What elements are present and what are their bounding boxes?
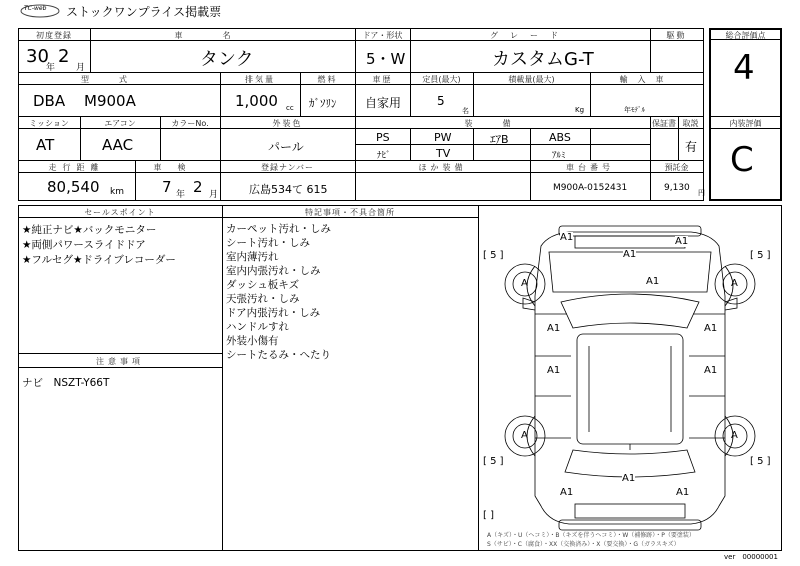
defect-item: カーペット汚れ・しみ — [226, 223, 331, 235]
load-unit: Kg — [575, 106, 585, 114]
label-history: 車歴 — [372, 75, 393, 84]
deposit-unit: 円 — [698, 189, 705, 197]
label-drive: 駆動 — [666, 31, 687, 40]
caution-item: ナビ NSZT-Y66T — [22, 377, 110, 389]
label-fuel: 燃料 — [317, 75, 338, 84]
damage-mark: A1 — [676, 487, 690, 498]
grade: カスタムG-T — [492, 49, 594, 70]
chassis-no: M900A-0152431 — [553, 183, 628, 193]
plate: 広島534て 615 — [249, 183, 328, 196]
label-other-equipment: ほか装備 — [418, 163, 467, 172]
label-first-reg: 初度登録 — [36, 31, 72, 40]
label-mileage: 走行距離 — [48, 163, 105, 172]
label-interior-score: 内装評価 — [729, 119, 762, 128]
label-capacity: 定員(最大) — [422, 75, 461, 84]
label-model-type: 型式 — [81, 75, 157, 84]
car-name: タンク — [200, 49, 254, 70]
capacity: 5 — [437, 94, 445, 108]
label-plate: 登録ナンバー — [260, 163, 315, 172]
damage-mark: A1 — [547, 365, 561, 376]
tire-mark: A — [521, 278, 528, 289]
deposit: 9,130 — [664, 183, 690, 193]
displacement-unit: cc — [286, 104, 294, 112]
fuel: ｶﾞｿﾘﾝ — [309, 97, 337, 110]
defect-item: 外装小傷有 — [226, 335, 279, 347]
label-equipment: 装備 — [464, 119, 541, 128]
label-caution: 注意事項 — [96, 357, 144, 366]
defect-item: シートたるみ・へたり — [226, 349, 331, 361]
damage-mark: A1 — [622, 473, 636, 484]
label-load-capacity: 積載量(最大) — [508, 75, 555, 84]
tire-depth-bracket: [ 5 ] — [750, 456, 771, 467]
mission: AT — [36, 136, 55, 154]
mileage: 80,540 — [47, 178, 100, 196]
door-shape: 5・W — [366, 50, 406, 68]
interior-score: C — [730, 140, 754, 180]
sales-point-item: ★フルセグ★ドライブレコーダー — [22, 254, 176, 266]
label-inspection: 車検 — [153, 163, 202, 172]
inspection-month: 2 — [193, 178, 203, 196]
reg-month: 2 — [58, 46, 70, 67]
tire-depth-bracket: [ 5 ] — [483, 250, 504, 261]
diagram-legend-line1: A（キズ）・U（ヘコミ）・B（キズを伴うヘコミ）・W（補修跡）・P（要塗装） — [487, 532, 695, 539]
tire-depth-bracket: [ 5 ] — [483, 456, 504, 467]
label-color-no: カラーNo. — [171, 119, 209, 128]
overall-score: 4 — [733, 48, 755, 88]
label-mission: ミッション — [29, 119, 69, 128]
displacement: 1,000 — [235, 92, 278, 110]
defect-item: シート汚れ・しみ — [226, 237, 310, 249]
equip-pw: PW — [434, 131, 452, 144]
label-displacement: 排気量 — [245, 75, 275, 84]
label-aircon: エアコン — [104, 119, 136, 128]
model-prefix: DBA — [33, 92, 66, 110]
label-notes-defects: 特記事項・不具合箇所 — [305, 208, 395, 217]
diagram-legend-line2: S（サビ）・C（腐食）・XX（交換済み）・X（要交換）・G（ガラスキズ） — [487, 541, 680, 548]
defect-item: 天張汚れ・しみ — [226, 293, 300, 305]
label-manual: 取説 — [682, 119, 699, 128]
defect-item: ドア内張汚れ・しみ — [226, 307, 321, 319]
label-exterior-color: 外装色 — [272, 119, 303, 128]
equip-tv: TV — [436, 147, 451, 160]
label-sales-point: セールスポイント — [84, 208, 156, 217]
equip-airbag: ｴｱB — [490, 133, 509, 146]
sales-point-item: ★純正ナビ★バックモニター — [22, 224, 157, 236]
defect-item: ハンドルすれ — [226, 321, 289, 333]
label-grade: グレード — [490, 31, 570, 40]
tire-mark: A — [731, 278, 738, 289]
equip-alloy: ｱﾙﾐ — [552, 151, 566, 161]
damage-mark: A1 — [547, 323, 561, 334]
damage-mark: A1 — [675, 236, 689, 247]
inspection-year-unit: 年 — [176, 190, 186, 200]
version-label: ver 00000001 — [724, 553, 778, 561]
damage-mark: A1 — [560, 487, 574, 498]
spare-bracket: [ ] — [483, 510, 494, 521]
tire-depth-bracket: [ 5 ] — [750, 250, 771, 261]
damage-mark: A1 — [560, 232, 574, 243]
tire-mark: A — [521, 430, 528, 441]
damage-mark: A1 — [704, 365, 718, 376]
label-import: 輸入車 — [619, 75, 674, 84]
model: M900A — [84, 92, 136, 110]
equip-ps: PS — [376, 131, 390, 144]
label-chassis-no: 車台番号 — [566, 163, 614, 172]
capacity-unit: 名 — [462, 107, 469, 115]
aircon: AAC — [102, 136, 134, 154]
inspection-year: 7 — [162, 178, 172, 196]
import-note: 年ﾓﾃﾞﾙ — [624, 106, 645, 114]
defect-item: ダッシュ板キズ — [226, 279, 300, 291]
label-door-shape: ドア・形状 — [362, 31, 403, 40]
equip-navi: ﾅﾋﾞ — [377, 151, 391, 161]
label-car-name: 車名 — [174, 31, 271, 40]
tire-mark: A — [731, 430, 738, 441]
equip-abs: ABS — [549, 131, 571, 144]
damage-mark: A1 — [646, 276, 660, 287]
page-title: ストックワンプライス掲載票 — [66, 5, 222, 19]
logo-text: TC-web — [24, 5, 47, 12]
damage-mark: A1 — [623, 249, 637, 260]
label-overall-score: 総合評価点 — [725, 31, 766, 40]
exterior-color: パール — [268, 140, 304, 154]
manual: 有 — [685, 140, 698, 154]
defect-item: 室内内張汚れ・しみ — [226, 265, 321, 277]
label-warranty: 保証書 — [652, 119, 676, 128]
sales-point-item: ★両側パワースライドドア — [22, 239, 146, 251]
history: 自家用 — [365, 96, 402, 110]
label-deposit: 預託金 — [664, 163, 689, 172]
damage-mark: A1 — [704, 323, 718, 334]
reg-year-unit: 年 — [46, 63, 56, 73]
reg-year: 30 — [26, 46, 49, 67]
defect-item: 室内薄汚れ — [226, 251, 279, 263]
inspection-month-unit: 月 — [209, 190, 219, 200]
mileage-unit: km — [110, 187, 124, 197]
reg-month-unit: 月 — [76, 63, 86, 73]
